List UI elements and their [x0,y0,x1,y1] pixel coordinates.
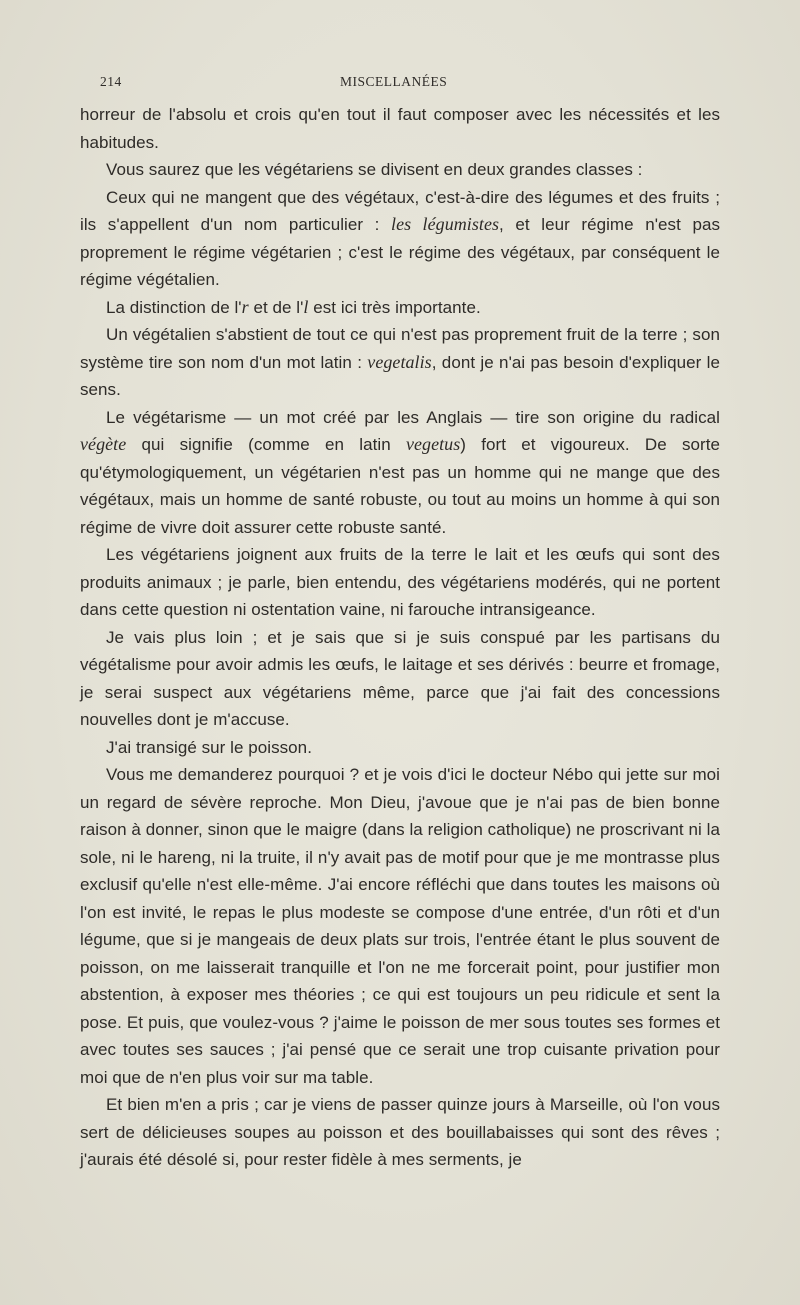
body-text [80,101,720,1174]
text-run: Vous saurez que les végétariens se divisent en deux grandes classes : [106,160,643,179]
paragraph [80,156,720,184]
text-run: qui signifie (comme en latin [126,435,406,454]
paragraph [80,624,720,734]
text-run: Les végétariens joignent aux fruits de la terre le lait et les œufs qui sont des produits animaux ; je parle, bien entendu, des végétariens modérés, qui ne portent dans cette question ni ostentation vaine, ni farouche intransigeance. [80,545,720,619]
italic-text: les légumistes [391,214,500,234]
text-run: Je vais plus loin ; et je sais que si je suis conspué par les partisans du végétalisme pour avoir admis les œufs, le laitage et ses dérivés : beurre et fromage, je serai suspect aux végétariens même, parce que j'ai fait des concessions nouvelles dont je m'accuse. [80,627,720,729]
paragraph [80,101,720,156]
text-run: La distinction de l' [106,297,242,317]
paragraph [80,404,720,542]
text-run: ) fort et vigoureux. De sorte qu'étymologiquement, un végétarien n'est pas un homme qui ne mange que des végétaux, mais un homme de santé robuste, ou tout au moins un homme à qui son régime de vivre doit assurer cette robuste santé. [80,435,720,537]
text-run: , et leur régime n'est pas proprement le régime végétarien ; c'est le régime des végétaux, par conséquent le régime végétalien. [80,215,720,289]
italic-text: vegetus [405,434,461,454]
text-run: , dont je n'ai pas besoin d'expliquer le sens. [80,352,720,399]
text-run: est ici très importante. [308,297,481,317]
running-head [100,74,710,94]
text-run: J'ai transigé sur le poisson. [106,737,312,757]
italic-text: végète [80,434,127,454]
italic-text: l [303,296,309,317]
paragraph [80,1091,720,1174]
text-run: Ceux qui ne mangent que des végétaux, c'est-à-dire des légumes et des fruits ; ils s'appellent d'un nom particulier : [80,187,720,234]
text-run: et de l' [248,297,304,317]
paragraph [80,184,720,294]
italic-text: vegetalis [367,351,432,372]
paragraph [80,294,720,322]
text-run: Et bien m'en a pris ; car je viens de passer quinze jours à Marseille, où l'on vous sert de délicieuses soupes au poisson et des bouillabaisses qui sont des rêves ; j'aurais été désolé si, pour rester fidèle à mes serments, je [80,1095,720,1169]
page-number: 214 [100,74,122,89]
paragraph [80,734,720,762]
running-title: MISCELLANÉES [340,74,448,89]
text-run: horreur de l'absolu et crois qu'en tout il faut composer avec les nécessités et les habitudes. [80,105,720,152]
paragraph [80,541,720,624]
italic-text: r [241,296,249,317]
paragraph [80,761,720,1091]
text-run: Un végétalien s'abstient de tout ce qui n'est pas proprement fruit de la terre ; son système tire son nom d'un mot latin : [80,325,720,372]
text-run: Le végétarisme — un mot créé par les Anglais — tire son origine du radical [106,407,720,427]
paragraph [80,321,720,404]
text-run: Vous me demanderez pourquoi ? et je vois d'ici le docteur Nébo qui jette sur moi un regard de sévère reproche. Mon Dieu, j'avoue que je n'ai pas de bien bonne raison à donner, sinon que le maigre (dans la religion catholique) ne proscrivant ni la sole, ni le hareng, ni la truite, il n'y avait pas de motif pour que je me montrasse plus exclusif qu'elle n'est elle-même. J'ai encore réfléchi que dans toutes les maisons où l'on est invité, le repas le plus modeste se compose d'une entrée, d'un rôti et d'un légume, que si je mangeais de deux plats sur trois, l'entrée étant le plus souvent de poisson, on me laisserait tranquille et l'on ne me forcerait point, pour justifier mon abstention, à exposer mes théories ; ce qui est toujours un peu ridicule et sent la pose. Et puis, que voulez-vous ? j'aime le poisson de mer sous toutes ses formes et avec toutes ses sauces ; j'ai pensé que ce serait une trop cuisante privation pour moi que de n'en plus voir sur ma table. [80,765,720,1087]
